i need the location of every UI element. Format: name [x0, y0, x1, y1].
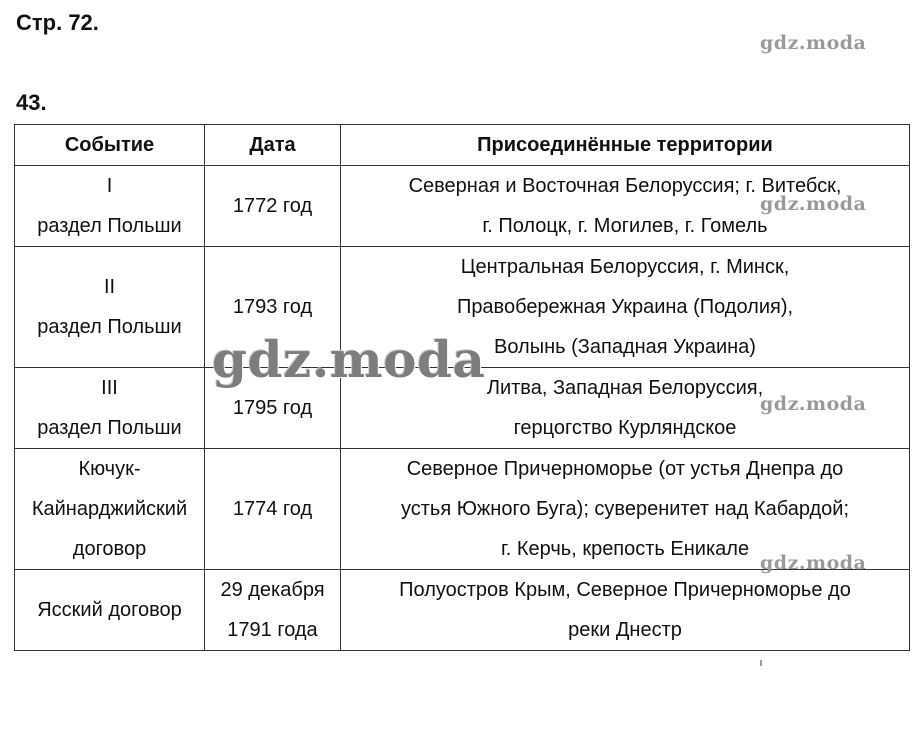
territories-line: Волынь (Западная Украина): [494, 336, 756, 358]
table-row: [15, 247, 910, 368]
date-cell: [205, 570, 341, 651]
date-line: 1793 год: [232, 296, 313, 318]
event-line: I: [106, 175, 113, 197]
event-line: Кючук-: [78, 458, 141, 480]
territories-cell: [341, 368, 910, 449]
event-line: раздел Польши: [37, 215, 182, 237]
territories-line: г. Полоцк, г. Могилев, г. Гомель: [482, 215, 768, 237]
territories-cell: [341, 449, 910, 570]
territories-line: Литва, Западная Белоруссия,: [486, 377, 764, 399]
header-date: Дата: [205, 125, 341, 166]
header-event: Событие: [15, 125, 205, 166]
territories-line: Правобережная Украина (Подолия),: [456, 296, 794, 318]
territories-line: Северное Причерноморье (от устья Днепра до: [406, 458, 844, 480]
date-cell: [205, 368, 341, 449]
territories-line: реки Днестр: [568, 619, 682, 641]
table-header-row: [15, 125, 910, 166]
event-line: III: [101, 377, 118, 399]
territories-cell: [341, 247, 910, 368]
territories-line: Полуостров Крым, Северное Причерноморье до: [399, 579, 851, 601]
watermark: gdz.moda: [760, 193, 867, 215]
watermark: gdz.moda: [760, 32, 867, 54]
watermark-large: gdz.moda: [212, 330, 486, 389]
date-line: 1774 год: [232, 498, 313, 520]
date-line: 1772 год: [232, 195, 313, 217]
scan-speck: [760, 660, 762, 666]
date-line: 1795 год: [232, 397, 313, 419]
task-number: 43.: [16, 90, 47, 115]
territories-line: герцогство Курляндское: [513, 417, 737, 439]
history-table: [14, 124, 910, 651]
watermark: gdz.moda: [760, 552, 867, 574]
table-row: [15, 570, 910, 651]
table-row: [15, 449, 910, 570]
event-cell: [15, 247, 205, 368]
table-row: [15, 166, 910, 247]
table-row: [15, 368, 910, 449]
date-cell: [205, 247, 341, 368]
territories-line: Центральная Белоруссия, г. Минск,: [460, 256, 790, 278]
event-cell: [15, 449, 205, 570]
event-line: II: [103, 276, 116, 298]
date-line: 29 декабря: [220, 579, 325, 601]
territories-line: устья Южного Буга); суверенитет над Кабардой;: [400, 498, 850, 520]
header-territories: Присоединённые территории: [341, 125, 910, 166]
event-cell: [15, 166, 205, 247]
date-cell: [205, 449, 341, 570]
territories-line: Северная и Восточная Белоруссия; г. Витебск,: [408, 175, 842, 197]
date-line: 1791 года: [227, 619, 318, 641]
territories-cell: [341, 570, 910, 651]
date-cell: [205, 166, 341, 247]
territories-line: г. Керчь, крепость Еникале: [500, 538, 750, 560]
territories-cell: [341, 166, 910, 247]
event-line: Кайнарджийский: [31, 498, 188, 520]
event-line: раздел Польши: [37, 417, 182, 439]
event-line: договор: [72, 538, 147, 560]
event-cell: [15, 570, 205, 651]
event-line: Ясский договор: [37, 599, 182, 621]
page-label: Стр. 72.: [16, 10, 99, 35]
watermark: gdz.moda: [760, 393, 867, 415]
event-cell: [15, 368, 205, 449]
event-line: раздел Польши: [37, 316, 182, 338]
